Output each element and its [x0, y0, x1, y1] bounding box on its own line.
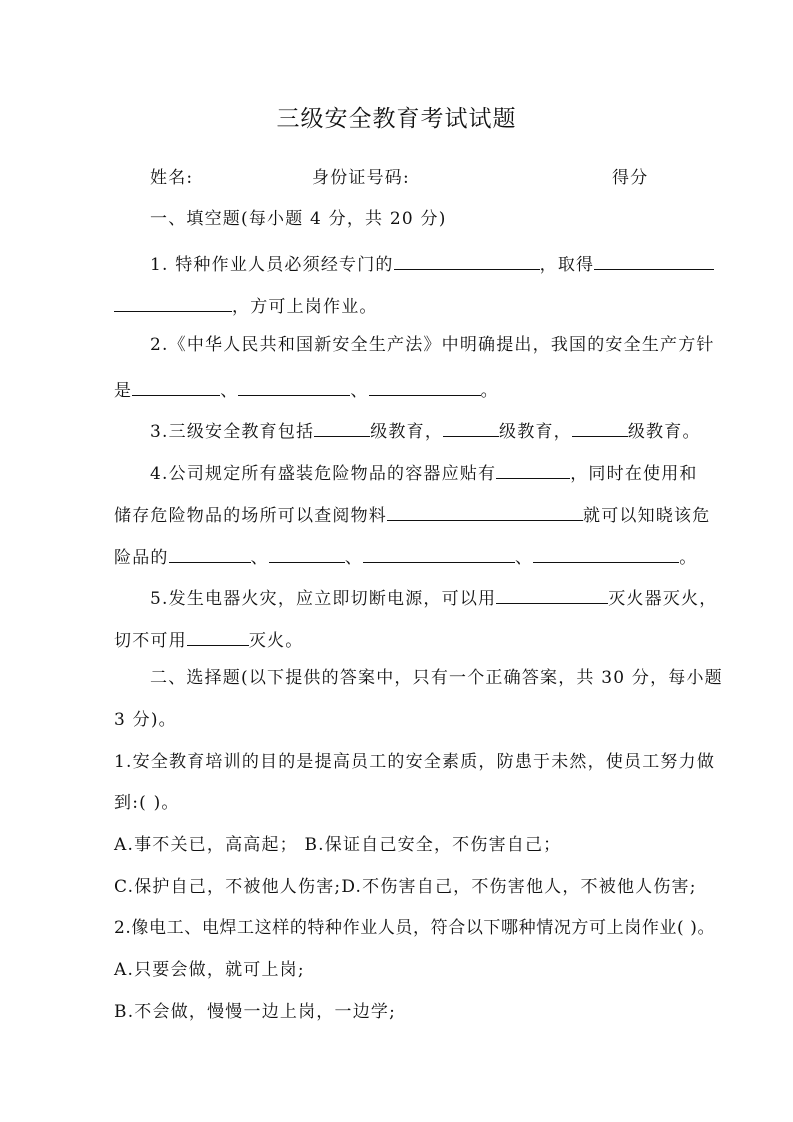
q4-text-b: ，同时在使用和 — [570, 464, 698, 484]
fill-question-3 — [150, 416, 701, 444]
blank[interactable] — [114, 291, 232, 312]
q5-text-b: 灭火器灭火， — [608, 589, 718, 609]
blank[interactable] — [387, 500, 583, 521]
q4-sep-3: 、 — [515, 548, 534, 568]
blank[interactable] — [187, 625, 249, 646]
fill-question-1-cont — [114, 291, 378, 319]
blank[interactable] — [496, 458, 570, 479]
fill-question-5 — [150, 583, 717, 611]
score-label: 得分 — [612, 168, 649, 188]
blank[interactable] — [132, 375, 220, 396]
fill-question-1 — [150, 249, 714, 277]
q4-text-a: 4.公司规定所有盛装危险物品的容器应贴有 — [150, 464, 497, 484]
q3-text-c: 级教育， — [499, 422, 572, 442]
q4-sep-2: 、 — [344, 548, 364, 568]
q1-text-a: 1. 特种作业人员必须经专门的 — [150, 255, 394, 275]
q5-text-d: 灭火。 — [248, 631, 304, 651]
section-heading-choice-cont: 3 分)。 — [114, 710, 177, 730]
q1-text-b: ，取得 — [539, 255, 595, 275]
blank[interactable] — [238, 375, 350, 396]
blank[interactable] — [594, 249, 714, 270]
blank[interactable] — [363, 542, 515, 563]
blank[interactable] — [496, 583, 608, 604]
choice-question-1: 1.安全教育培训的目的是提高员工的安全素质，防患于未然，使员工努力做 — [114, 752, 716, 772]
q2-sep-2: 、 — [350, 381, 369, 401]
fill-question-2: 2.《中华人民共和国新安全生产法》中明确提出，我国的安全生产方针 — [150, 335, 715, 355]
name-label: 姓名: — [150, 168, 194, 188]
blank[interactable] — [394, 249, 540, 270]
q2-sep-1: 、 — [220, 381, 239, 401]
q4-text-c: 储存危险物品的场所可以查阅物料 — [114, 506, 387, 526]
choice-question-2: 2.像电工、电焊工这样的特种作业人员，符合以下哪种情况方可上岗作业( )。 — [114, 918, 716, 938]
q3-text-b: 级教育， — [370, 422, 444, 442]
choice-option-row[interactable]: C.保护自己，不被他人伤害;D.不伤害自己，不伤害他人，不被他人伤害; — [114, 877, 697, 897]
choice-option-a[interactable]: A.只要会做，就可上岗; — [114, 960, 305, 980]
fill-question-4-cont — [114, 500, 710, 528]
choice-option-row[interactable]: A.事不关已，高高起； B.保证自己安全，不伤害自己； — [114, 835, 562, 855]
q3-text-a: 3.三级安全教育包括 — [150, 422, 315, 442]
fill-question-4-cont2 — [114, 542, 697, 570]
q4-end: 。 — [679, 548, 698, 568]
blank[interactable] — [443, 416, 499, 437]
fill-question-2-cont — [114, 375, 499, 403]
id-number-label: 身份证号码: — [312, 168, 410, 188]
q2-end: 。 — [480, 381, 499, 401]
blank[interactable] — [572, 416, 628, 437]
q5-text-c: 切不可用 — [114, 631, 187, 651]
q4-sep-1: 、 — [250, 548, 269, 568]
q1-text-c: ，方可上岗作业。 — [232, 297, 378, 317]
blank[interactable] — [533, 542, 679, 563]
q3-text-d: 级教育。 — [627, 422, 701, 442]
section-heading-choice: 二、选择题(以下提供的答案中，只有一个正确答案，共 30 分，每小题 — [150, 668, 723, 688]
q4-text-e: 险品的 — [114, 548, 169, 568]
blank[interactable] — [369, 375, 481, 396]
fill-question-4 — [150, 458, 698, 486]
q5-text-a: 5.发生电器火灾，应立即切断电源，可以用 — [150, 589, 497, 609]
blank[interactable] — [314, 416, 370, 437]
q4-text-d: 就可以知晓该危 — [583, 506, 711, 526]
blank[interactable] — [269, 542, 345, 563]
choice-option-b[interactable]: B.不会做，慢慢一边上岗，一边学; — [114, 1002, 397, 1022]
blank[interactable] — [169, 542, 251, 563]
page-title: 三级安全教育考试试题 — [276, 106, 517, 132]
section-heading-fill-blank: 一、填空题(每小题 4 分，共 20 分) — [150, 209, 447, 229]
choice-question-1-cont: 到:( )。 — [114, 793, 180, 813]
fill-question-5-cont — [114, 625, 303, 653]
q2-text-b: 是 — [114, 381, 133, 401]
